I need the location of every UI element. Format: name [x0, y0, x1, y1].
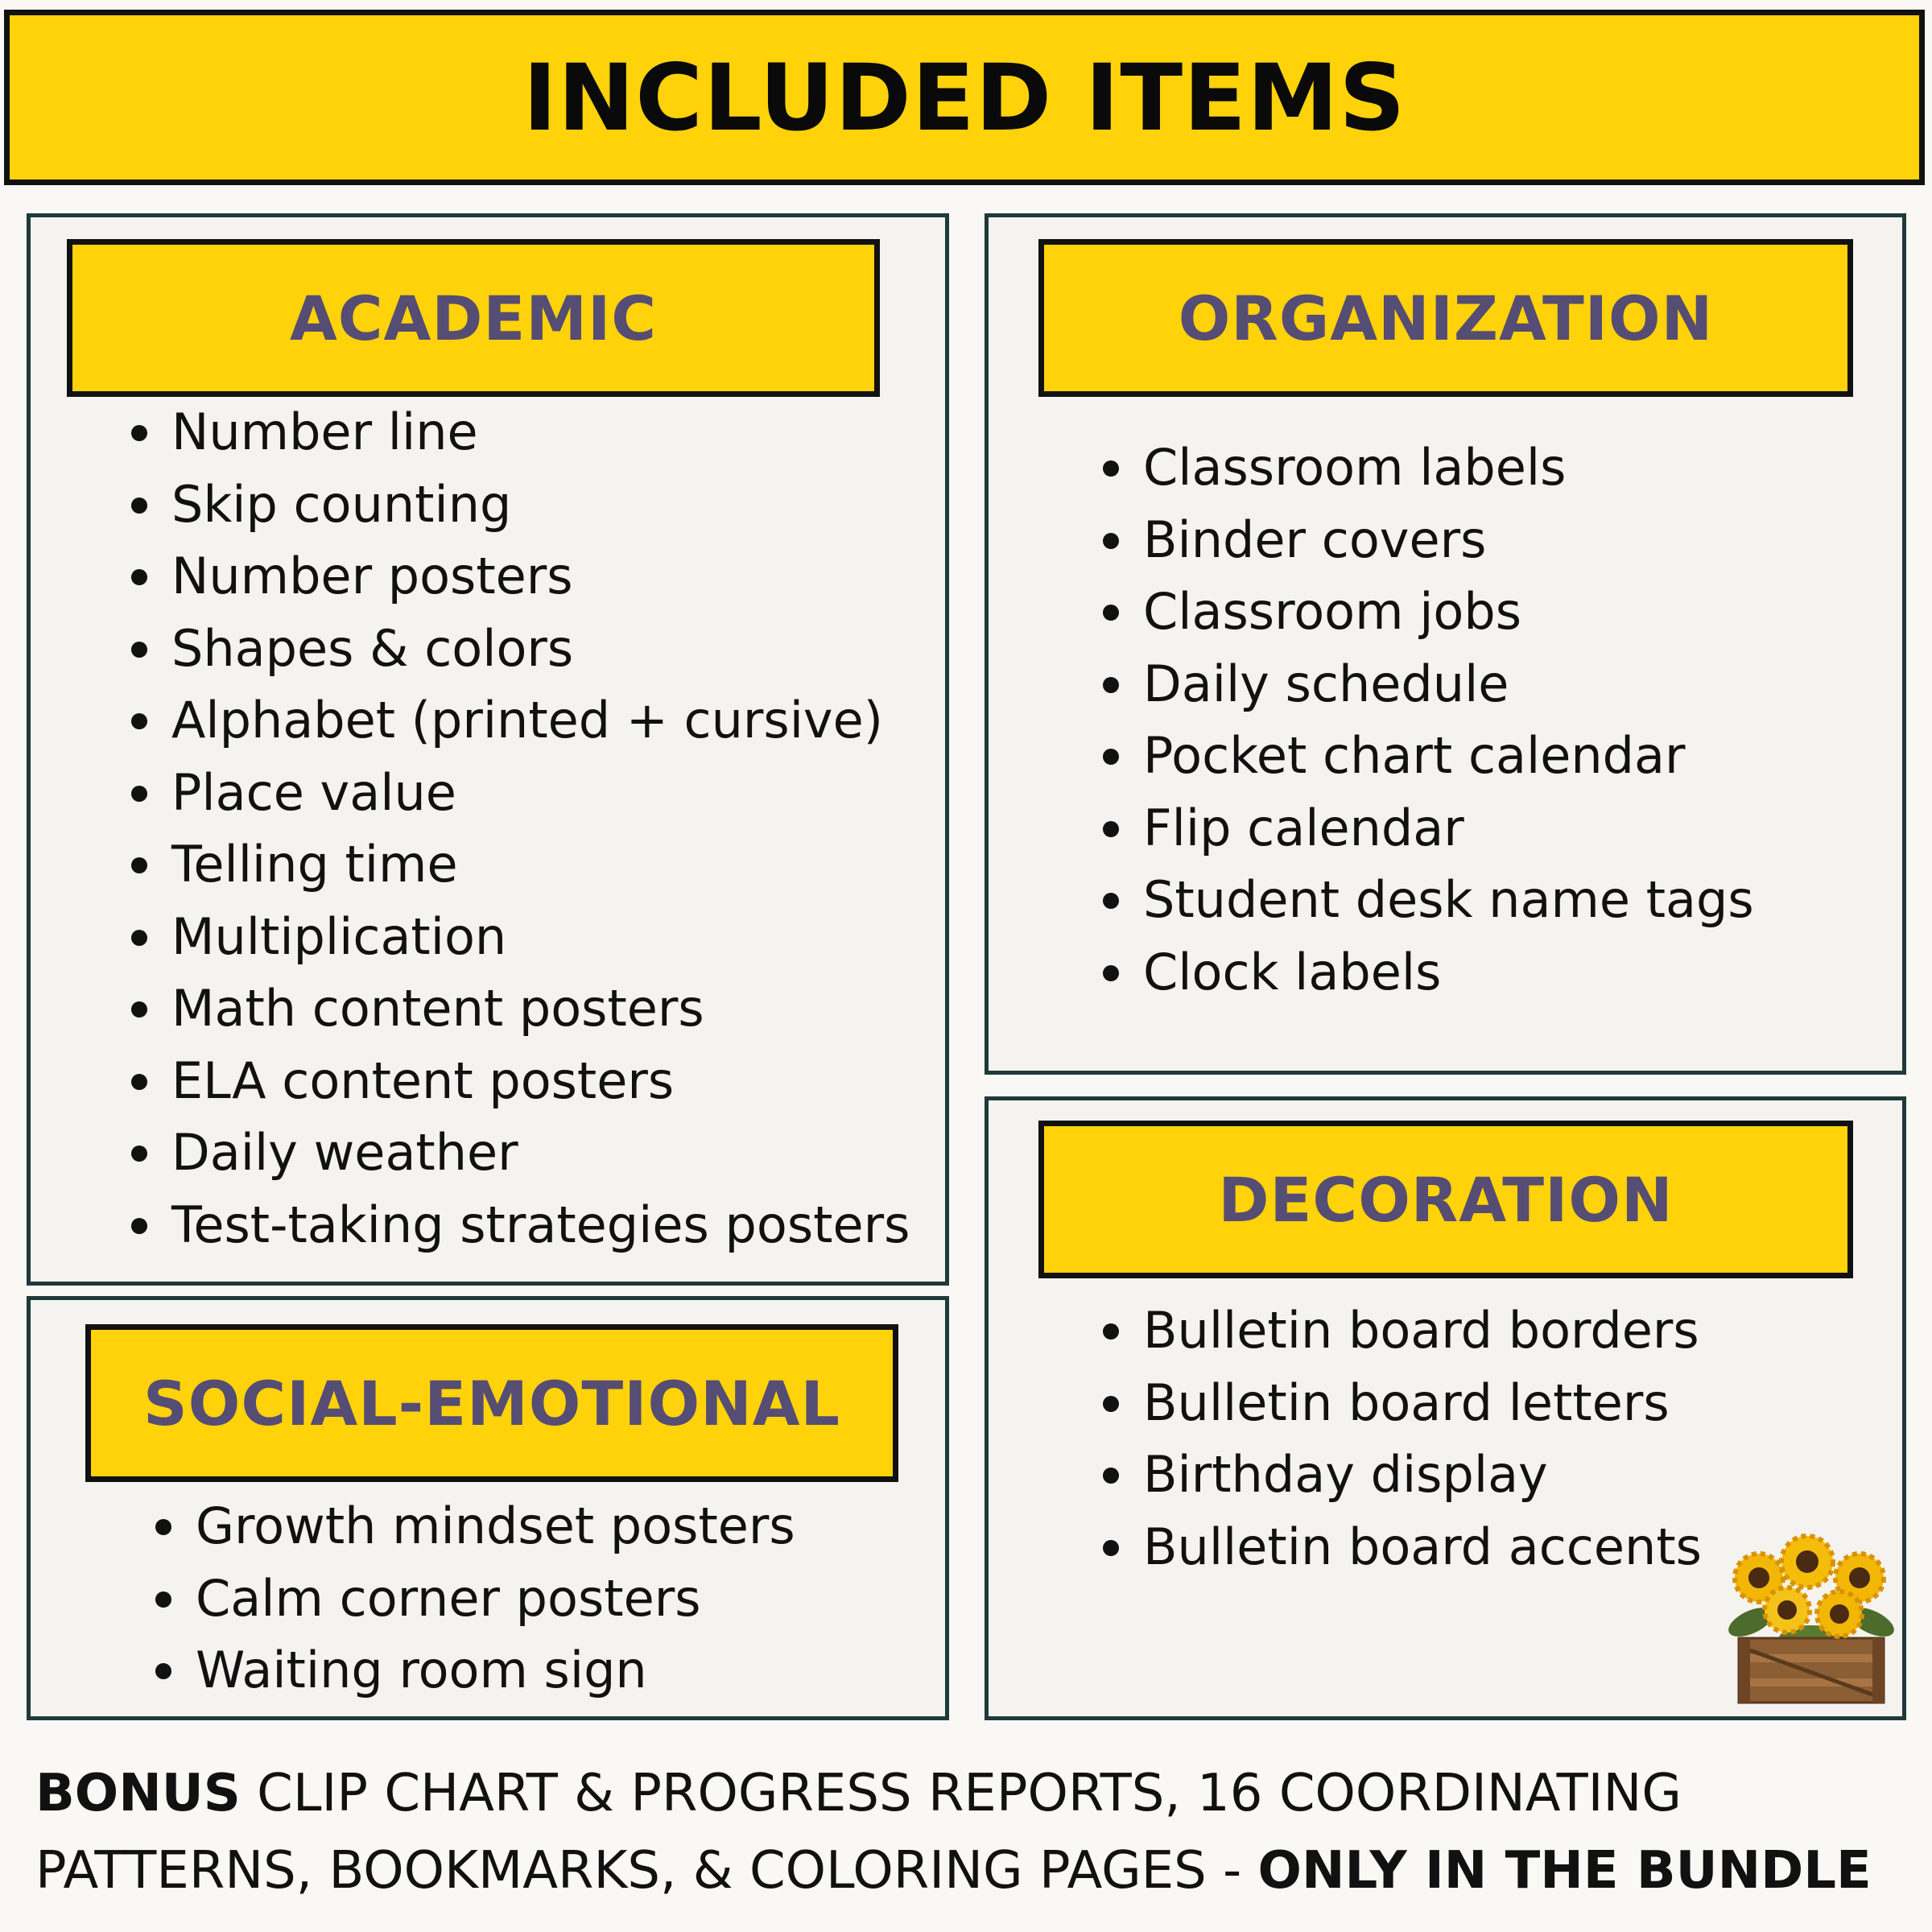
list-item: Classroom jobs — [1101, 576, 1754, 648]
list-item: Daily schedule — [1101, 648, 1754, 720]
title-banner — [4, 10, 1925, 185]
bonus-tail: ONLY IN THE BUNDLE — [1257, 1841, 1872, 1901]
page-title: INCLUDED ITEMS — [522, 43, 1406, 151]
sunflower-crate-icon — [1719, 1534, 1904, 1711]
list-item: Alphabet (printed + cursive) — [130, 684, 910, 757]
social-emotional-heading-box — [85, 1324, 898, 1482]
list-item: Waiting room sign — [154, 1634, 795, 1707]
list-item: Number line — [130, 396, 910, 469]
organization-panel — [985, 213, 1906, 1075]
list-item: Daily weather — [130, 1117, 910, 1189]
list-item: Classroom labels — [1101, 431, 1754, 504]
list-item: Birthday display — [1101, 1439, 1702, 1511]
academic-heading: ACADEMIC — [289, 282, 658, 354]
list-item: Calm corner posters — [154, 1563, 795, 1635]
list-item: Student desk name tags — [1101, 864, 1754, 936]
bonus-line-1 — [35, 1755, 1911, 1832]
bonus-note — [35, 1755, 1911, 1909]
academic-list — [130, 396, 910, 1261]
list-item: Multiplication — [130, 901, 910, 973]
bonus-line-2 — [35, 1832, 1911, 1909]
social-emotional-list — [154, 1490, 795, 1707]
list-item: Pocket chart calendar — [1101, 720, 1754, 792]
list-item: Place value — [130, 757, 910, 829]
list-item: Skip counting — [130, 469, 910, 541]
bonus-lead: BONUS — [35, 1764, 241, 1823]
social-emotional-heading: SOCIAL-EMOTIONAL — [143, 1367, 840, 1439]
list-item: Bulletin board accents — [1101, 1511, 1702, 1583]
list-item: Bulletin board letters — [1101, 1367, 1702, 1439]
organization-heading: ORGANIZATION — [1178, 282, 1714, 354]
list-item: Bulletin board borders — [1101, 1294, 1702, 1367]
list-item: ELA content posters — [130, 1045, 910, 1117]
academic-panel — [27, 213, 949, 1286]
decoration-heading-box — [1038, 1121, 1853, 1278]
list-item: Number posters — [130, 540, 910, 613]
list-item: Growth mindset posters — [154, 1490, 795, 1563]
organization-list — [1101, 431, 1754, 1008]
list-item: Math content posters — [130, 972, 910, 1045]
list-item: Test-taking strategies posters — [130, 1189, 910, 1261]
social-emotional-panel — [27, 1296, 949, 1720]
list-item: Clock labels — [1101, 936, 1754, 1009]
academic-heading-box — [67, 239, 880, 397]
organization-heading-box — [1038, 239, 1853, 397]
decoration-list — [1101, 1294, 1702, 1583]
bonus-text-2: PATTERNS, BOOKMARKS, & COLORING PAGES - — [35, 1841, 1258, 1901]
list-item: Flip calendar — [1101, 792, 1754, 865]
decoration-heading: DECORATION — [1218, 1163, 1674, 1236]
bonus-text-1: CLIP CHART & PROGRESS REPORTS, 16 COORDINATING — [240, 1764, 1682, 1823]
list-item: Shapes & colors — [130, 613, 910, 685]
list-item: Telling time — [130, 828, 910, 901]
list-item: Binder covers — [1101, 504, 1754, 576]
